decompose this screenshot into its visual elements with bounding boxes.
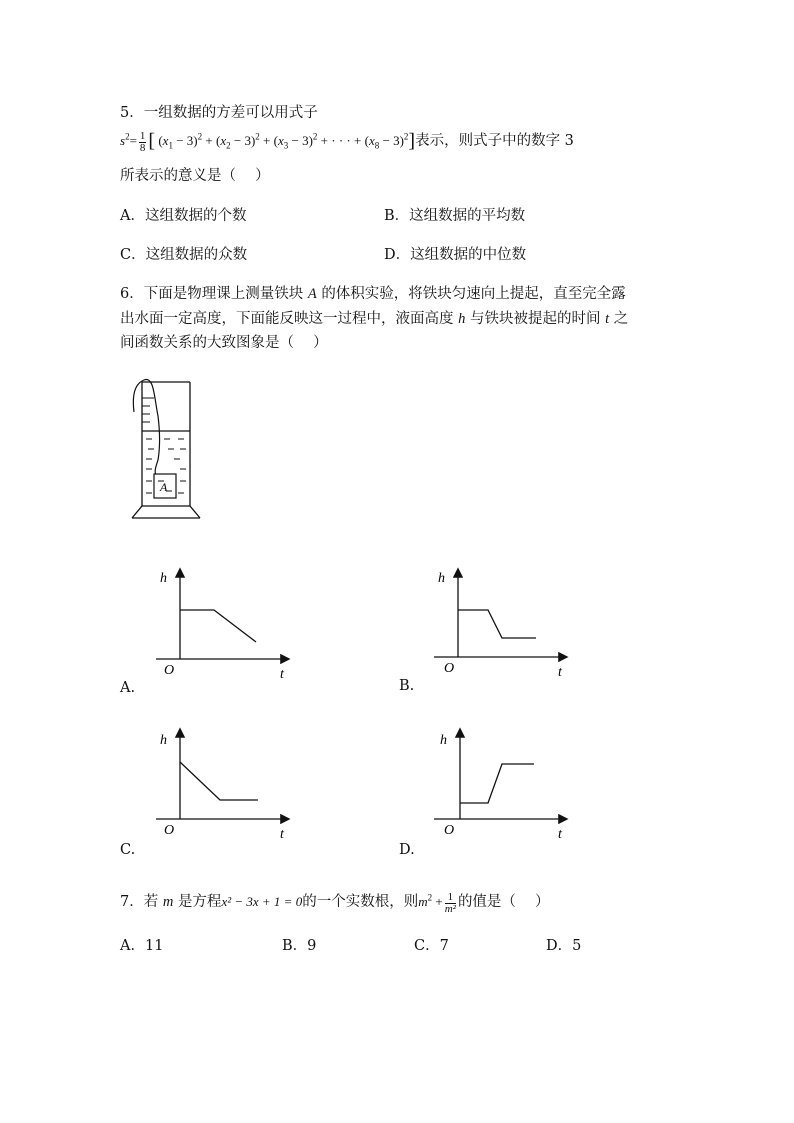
graph-option-a: [148, 564, 298, 684]
graph-b-x-label: t: [558, 665, 562, 680]
graph-d-y-label: h: [440, 733, 447, 748]
q5-option-a: A．这组数据的个数: [120, 208, 247, 224]
graph-b-y-label: h: [438, 571, 445, 586]
q5-variance-formula: $s^2=$ $\frac{1}{8}$ [ $(x_1 - 3)^2 + (x_2 - 3)^2 + (x_3 - 3)^2$ + · · · + $(x_8 - 3)^2$]表示，则式子中的数字 3: [120, 129, 574, 154]
graph-d-origin: O: [444, 823, 455, 838]
graph-option-b: [426, 564, 576, 684]
graph-a-origin: O: [164, 663, 175, 678]
q5-stem-line1: 5．一组数据的方差可以用式子: [120, 105, 318, 121]
q6-stem-line2: 出水面一定高度，下面能反映这一过程中，液面高度 h 与铁块被提起的时间 t 之: [120, 311, 629, 327]
iron-block-label: A: [160, 480, 168, 494]
graph-d-x-label: t: [558, 827, 562, 842]
beaker-illustration: [124, 376, 208, 522]
q5-stem-line3: 所表示的意义是（ ）: [120, 168, 270, 184]
q5-option-b: B．这组数据的平均数: [384, 208, 526, 224]
graph-a-x-label: t: [280, 667, 284, 682]
q5-stem-tail: 表示，则式子中的数字 3: [415, 133, 574, 149]
graph-c-origin: O: [164, 823, 175, 838]
graph-label-d: D.: [399, 842, 415, 858]
graph-option-d: [426, 726, 576, 846]
graph-c-x-label: t: [280, 827, 284, 842]
graph-label-b: B.: [399, 678, 415, 694]
q7-option-a: A．11: [120, 938, 164, 954]
graph-option-c: [148, 726, 298, 846]
q7-option-d: D．5: [546, 938, 582, 954]
graph-c-y-label: h: [160, 733, 167, 748]
graph-b-origin: O: [444, 661, 455, 676]
q7-option-c: C．7: [414, 938, 449, 954]
q6-stem-line1: 6．下面是物理课上测量铁块 A 的体积实验，将铁块匀速向上提起，直至完全露: [120, 286, 626, 302]
graph-label-a: A.: [120, 680, 136, 696]
q5-option-c: C．这组数据的众数: [120, 247, 248, 263]
q7-equation: x² − 3x + 1 = 0: [221, 894, 303, 909]
q7-option-b: B．9: [282, 938, 317, 954]
q5-option-d: D．这组数据的中位数: [384, 247, 527, 263]
q6-stem-line3: 间函数关系的大致图象是（ ）: [120, 335, 328, 351]
graph-label-c: C.: [120, 842, 136, 858]
q7-expression: $m^2$ + $\frac{1}{\text{m²}}$: [418, 890, 456, 915]
q7-stem: 7．若 m 是方程x² − 3x + 1 = 0的一个实数根，则$m^2$ + $\frac{1}{\text{m²}}$ 的值是（ ）: [120, 890, 550, 915]
graph-a-y-label: h: [160, 571, 167, 586]
